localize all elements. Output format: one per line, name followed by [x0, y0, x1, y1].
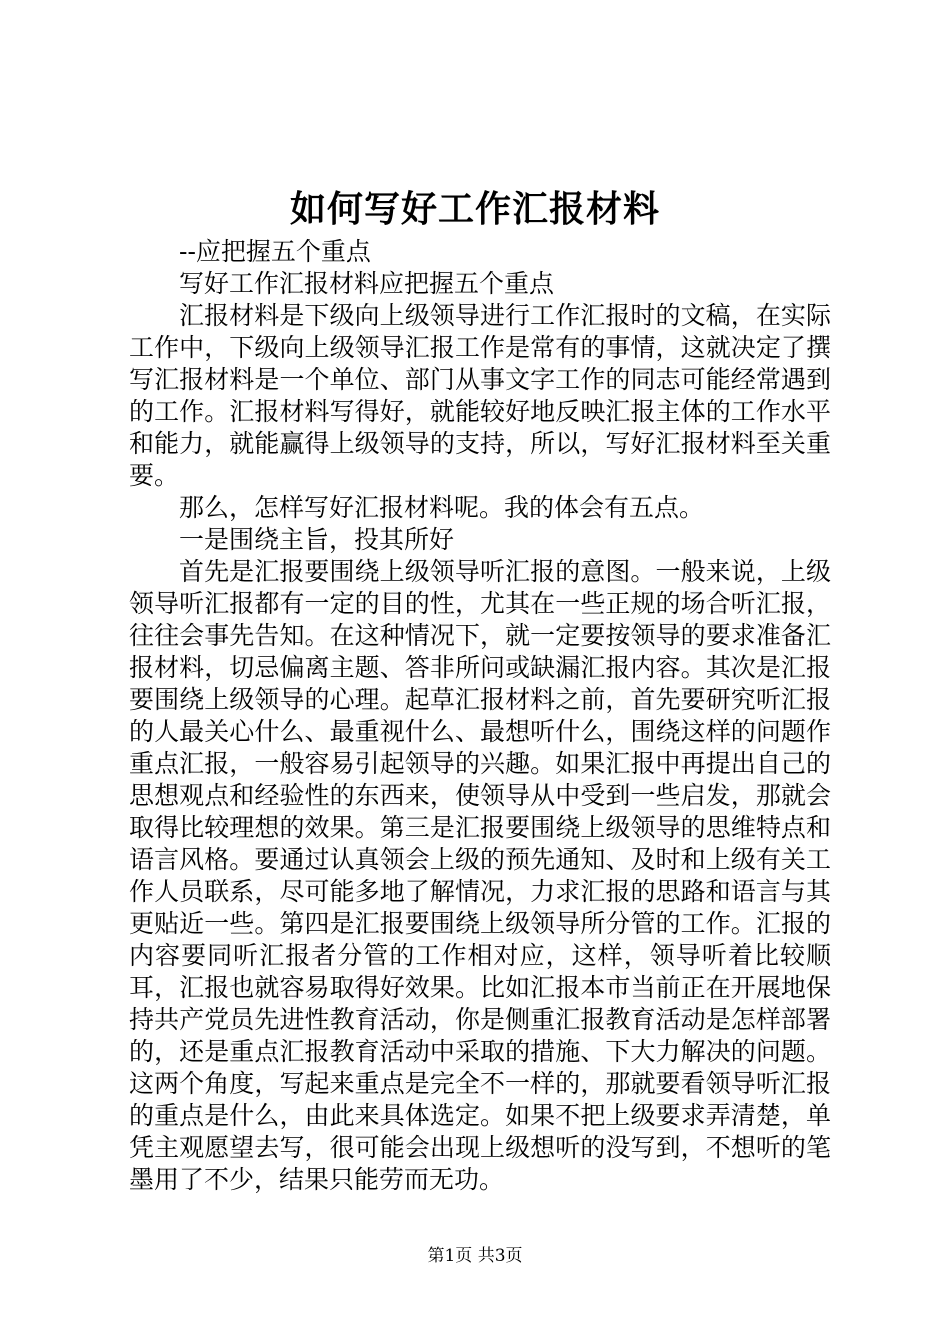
document-title: 如何写好工作汇报材料 [289, 188, 660, 230]
document-body [129, 236, 831, 1196]
question-paragraph: 那么，怎样写好汇报材料呢。我的体会有五点。 [179, 493, 705, 522]
subtitle-paragraph: --应把握五个重点 [179, 237, 371, 266]
section-heading: 一是围绕主旨，投其所好 [179, 525, 455, 554]
body-paragraph: 首先是汇报要围绕上级领导听汇报的意图。一般来说，上级领导听汇报都有一定的目的性，尤其在一些正规的场合听汇报，往往会事先告知。在这种情况下，就一定要按领导的要求准备汇报材料，切忌偏离主题、答非所问或缺漏汇报内容。其次是汇报要围绕上级领导的心理。起草汇报材料之前，首先要研究听汇报的人最关心什么、最重视什么、最想听什么，围绕这样的问题作重点汇报，一般容易引起领导的兴趣。如果汇报中再提出自己的思想观点和经验性的东西来，使领导从中受到一些启发，那就会取得比较理想的效果。第三是汇报要围绕上级领导的思维特点和语言风格。要通过认真领会上级的预先通知、及时和上级有关工作人员联系，尽可能多地了解情况，力求汇报的思路和语言与其更贴近一些。第四是汇报要围绕上级领导所分管的工作。汇报的内容要同听汇报者分管的工作相对应，这样，领导听着比较顺耳，汇报也就容易取得好效果。比如汇报本市当前正在开展地保持共产党员先进性教育活动，你是侧重汇报教育活动是怎样部署的，还是重点汇报教育活动中采取的措施、下大力解决的问题。这两个角度，写起来重点是完全不一样的，那就要看领导听汇报的重点是什么，由此来具体选定。如果不把上级要求弄清楚，单凭主观愿望去写，很可能会出现上级想听的没写到，不想听的笔墨用了不少，结果只能劳而无功。 [129, 557, 831, 1194]
heading-paragraph: 写好工作汇报材料应把握五个重点 [179, 269, 555, 298]
page-footer: 第1页 共3页 [427, 1246, 523, 1266]
intro-paragraph: 汇报材料是下级向上级领导进行工作汇报时的文稿，在实际工作中，下级向上级领导汇报工作是常有的事情，这就决定了撰写汇报材料是一个单位、部门从事文字工作的同志可能经常遇到的工作。汇报材料写得好，就能较好地反映汇报主体的工作水平和能力，就能赢得上级领导的支持，所以，写好汇报材料至关重要。 [129, 301, 831, 490]
